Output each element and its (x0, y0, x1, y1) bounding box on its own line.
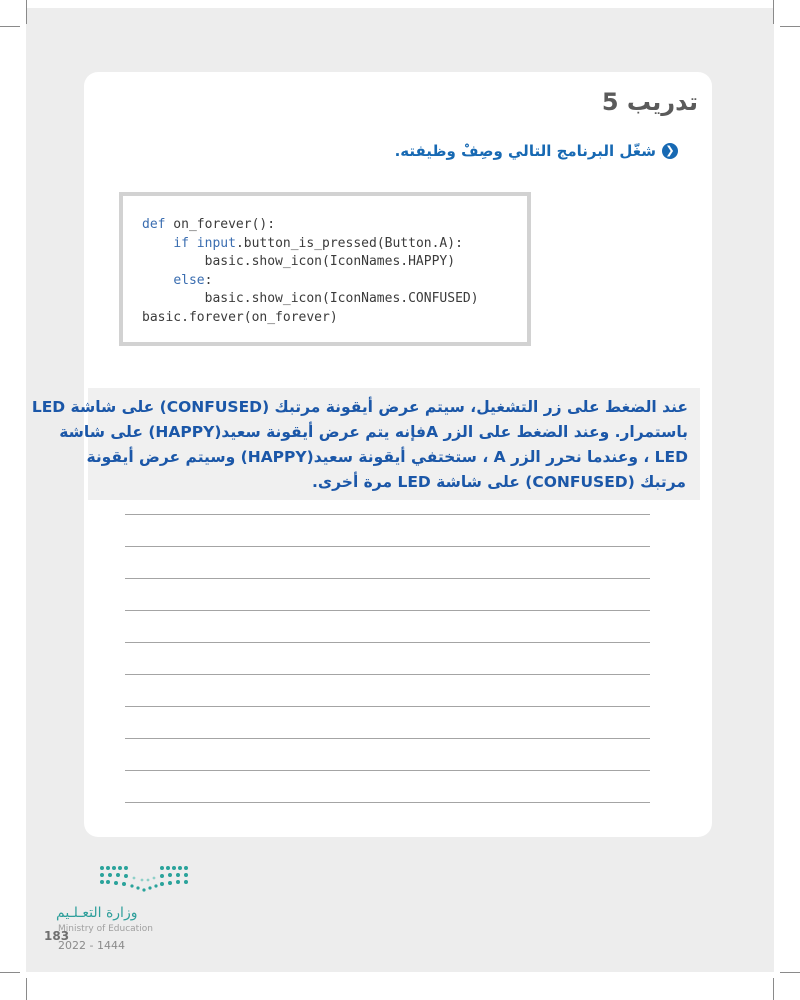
code-keyword-else: else (173, 272, 205, 288)
code-line-4: else: (173, 272, 213, 288)
ministry-logo-icon (98, 864, 190, 898)
crop-mark-top-left (26, 0, 27, 24)
code-line-2: if input.button_is_pressed(Button.A): (173, 235, 463, 251)
chevron-left-icon: ❮ (662, 143, 678, 159)
crop-mark-bottom-left (26, 978, 27, 1000)
ministry-name-english: Ministry of Education (58, 924, 153, 934)
writing-line (125, 802, 650, 803)
writing-line (125, 738, 650, 739)
code-keyword-if: if (173, 235, 189, 251)
code-line-1: def on_forever(): (142, 217, 276, 232)
answer-area (31, 388, 700, 500)
code-line-5: basic.show_icon(IconNames.CONFUSED) (142, 291, 479, 306)
writing-line (125, 610, 650, 611)
writing-line (125, 578, 650, 579)
writing-line (125, 770, 650, 771)
code-block (119, 192, 531, 346)
writing-line (125, 546, 650, 547)
writing-line (125, 706, 650, 707)
answer-line-1: عند الضغط على زر التشغيل، سيتم عرض أيقونة مرتبك (CONFUSED) على شاشة LED (31, 398, 688, 416)
exercise-instruction (395, 142, 678, 160)
writing-line (125, 514, 650, 515)
code-text (123, 196, 527, 327)
writing-line (125, 674, 650, 675)
crop-mark-bottom-right (773, 978, 774, 1000)
instruction-text: شغّل البرنامج التالي وصِفْ وظيفته. (394, 142, 656, 160)
code-line-3: basic.show_icon(IconNames.HAPPY) (142, 254, 456, 269)
year-label: 2022 - 1444 (58, 939, 125, 952)
page-number: 183 (44, 929, 70, 943)
crop-mark-bottom-left-h (0, 972, 20, 973)
ministry-name-arabic: وزارة التعـلـيم (56, 905, 138, 921)
crop-mark-top-left-h (0, 26, 20, 27)
code-keyword-input: input (188, 235, 236, 251)
crop-mark-bottom-right-h (780, 972, 800, 973)
answer-line-2: باستمرار. وعند الضغط على الزر Aفإنه يتم عرض أيقونة سعيد(HAPPY) على شاشة (59, 423, 688, 441)
code-line-6: basic.forever(on_forever) (142, 309, 338, 325)
answer-line-3: LED ، وعندما نحرر الزر A ، ستختفي أيقونة سعيد(HAPPY) وسيتم عرض أيقونة (86, 448, 688, 466)
exercise-title: تدريب 5 (601, 88, 698, 116)
crop-mark-top-right-h (780, 26, 800, 27)
crop-mark-top-right (773, 0, 774, 24)
answer-line-4: مرتبك (CONFUSED) على شاشة LED مرة أخرى. (312, 473, 686, 491)
writing-line (125, 642, 650, 643)
code-keyword-def: def (142, 217, 166, 232)
